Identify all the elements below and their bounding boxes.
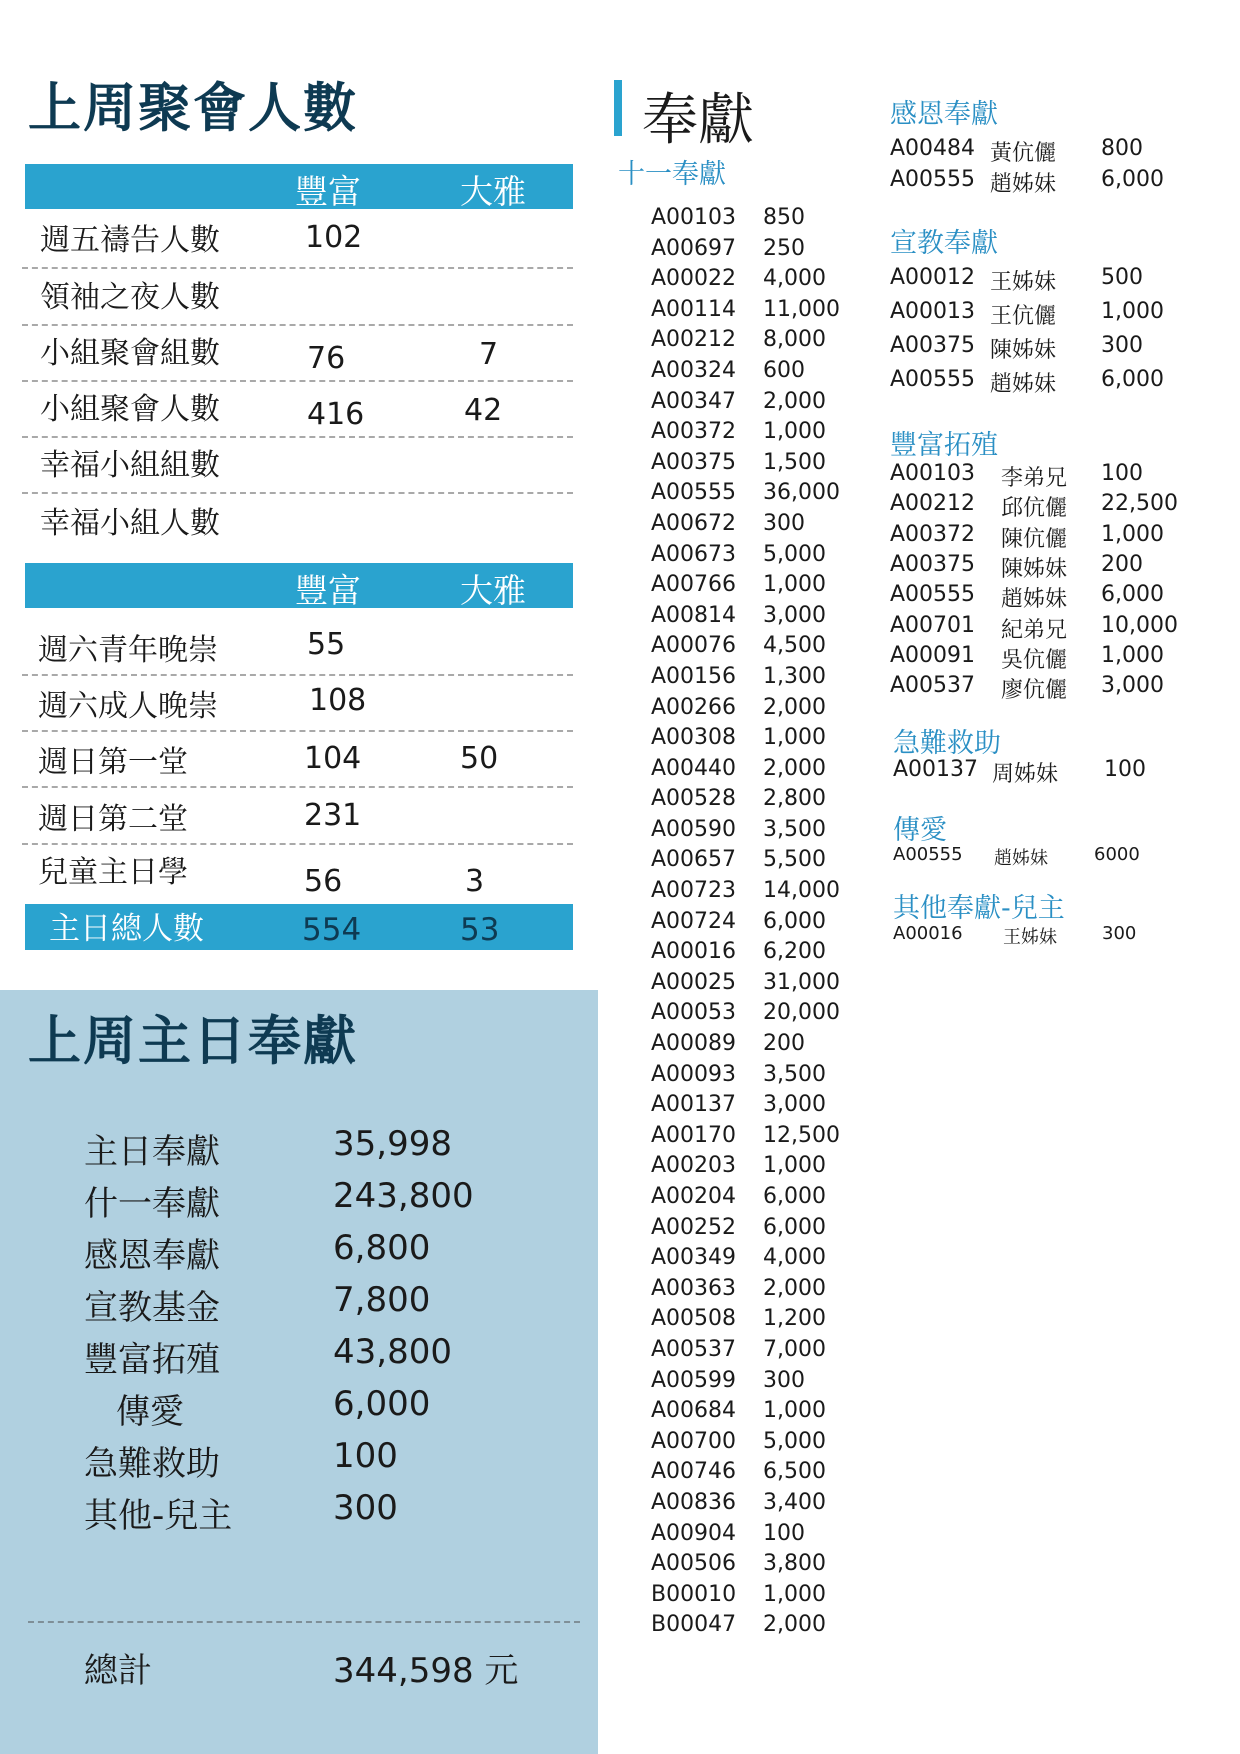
mission-section-title: 宣教奉獻 bbox=[890, 228, 998, 259]
donor-name: 王姊妹 bbox=[1003, 927, 1057, 948]
amount: 1,000 bbox=[763, 1581, 826, 1607]
amount: 3,800 bbox=[763, 1551, 826, 1577]
donor-name: 黃伉儷 bbox=[990, 141, 1057, 166]
amount: 31,000 bbox=[763, 969, 840, 995]
tithe-row bbox=[651, 878, 881, 909]
donor-id: A00012 bbox=[890, 265, 976, 290]
amount: 36,000 bbox=[763, 480, 840, 506]
donor-id: A00103 bbox=[651, 205, 737, 230]
summary-label: 其他-兒主 bbox=[84, 1496, 233, 1536]
row-value-fengfu: 231 bbox=[304, 798, 362, 833]
donor-name: 王伉儷 bbox=[990, 304, 1057, 329]
donor-id: A00156 bbox=[651, 663, 737, 689]
donor-id: A00904 bbox=[651, 1520, 737, 1546]
amount: 850 bbox=[763, 205, 805, 230]
donor-id: B00047 bbox=[651, 1612, 737, 1638]
donor-id: A00114 bbox=[651, 296, 737, 322]
donor-name: 紀弟兄 bbox=[1001, 617, 1068, 643]
amount: 2,000 bbox=[763, 755, 826, 781]
row-label: 領袖之夜人數 bbox=[40, 280, 220, 315]
amount: 4,000 bbox=[763, 1245, 826, 1271]
donor-name: 吳伉儷 bbox=[1001, 647, 1068, 673]
tithe-row bbox=[651, 1551, 881, 1582]
summary-value: 100 bbox=[333, 1436, 398, 1476]
amount: 1,000 bbox=[1101, 299, 1164, 324]
row-label: 週日第一堂 bbox=[38, 745, 188, 780]
amount: 6,000 bbox=[763, 908, 826, 934]
summary-label: 豐富拓殖 bbox=[84, 1340, 220, 1380]
summary-row bbox=[0, 1124, 598, 1176]
header-col-fengfu: 豐富 bbox=[295, 571, 361, 610]
amount: 1,500 bbox=[763, 449, 826, 475]
tithe-row bbox=[651, 1215, 881, 1246]
summary-row bbox=[0, 1332, 598, 1384]
summary-value: 43,800 bbox=[333, 1332, 452, 1372]
donor-name: 趙姊妹 bbox=[990, 372, 1057, 397]
amount: 14,000 bbox=[763, 878, 840, 904]
donor-id: A00375 bbox=[890, 333, 976, 358]
relief-row bbox=[0, 757, 1240, 787]
row-label: 週日第二堂 bbox=[38, 802, 188, 837]
donor-id: A00484 bbox=[890, 136, 976, 161]
thanks-row bbox=[0, 167, 1240, 197]
amount: 100 bbox=[1101, 461, 1143, 486]
thanks-row bbox=[0, 136, 1240, 166]
donor-id: A00308 bbox=[651, 725, 737, 751]
summary-total-value: 344,598 元 bbox=[333, 1651, 519, 1691]
expansion-row bbox=[0, 613, 1240, 643]
amount: 1,000 bbox=[763, 1398, 826, 1424]
donor-id: A00746 bbox=[651, 1459, 737, 1485]
tithe-row bbox=[651, 1276, 881, 1307]
children-section-title: 其他奉獻-兒主 bbox=[893, 893, 1065, 924]
donor-id: A00093 bbox=[651, 1061, 737, 1087]
donor-id: A00440 bbox=[651, 755, 737, 781]
donor-name: 邱伉儷 bbox=[1001, 496, 1068, 522]
expansion-row bbox=[0, 491, 1240, 521]
summary-label: 宣教基金 bbox=[84, 1288, 220, 1328]
amount: 1,000 bbox=[1101, 642, 1164, 668]
amount: 2,000 bbox=[763, 1275, 826, 1301]
amount: 12,500 bbox=[763, 1122, 840, 1148]
tithe-row bbox=[651, 1184, 881, 1215]
tithe-row bbox=[651, 1031, 881, 1062]
row-value-fengfu: 416 bbox=[307, 397, 365, 432]
donor-id: A00701 bbox=[890, 612, 976, 638]
donor-id: A00814 bbox=[651, 602, 737, 628]
tithe-row bbox=[651, 970, 881, 1001]
amount: 6,500 bbox=[763, 1459, 826, 1485]
donor-id: A00673 bbox=[651, 541, 737, 567]
row-label: 幸福小組組數 bbox=[40, 448, 220, 483]
amount: 6,200 bbox=[763, 939, 826, 965]
tithe-section-title: 十一奉獻 bbox=[618, 159, 726, 190]
donor-id: A00766 bbox=[651, 572, 737, 598]
tithe-row bbox=[651, 1459, 881, 1490]
summary-row bbox=[0, 1280, 598, 1332]
donor-id: A00537 bbox=[651, 1336, 737, 1362]
donor-id: A00204 bbox=[651, 1184, 737, 1209]
amount: 1,000 bbox=[763, 572, 826, 598]
relief-section-title: 急難救助 bbox=[893, 728, 1001, 759]
mission-row bbox=[0, 333, 1240, 363]
donor-id: A00212 bbox=[890, 491, 976, 517]
tithe-row bbox=[651, 817, 881, 848]
row-label: 幸福小組人數 bbox=[40, 506, 220, 541]
donor-id: A00089 bbox=[651, 1031, 737, 1057]
row-value-fengfu: 55 bbox=[307, 627, 346, 662]
total-value-daya: 53 bbox=[460, 912, 500, 948]
amount: 250 bbox=[763, 235, 805, 261]
mission-row bbox=[0, 265, 1240, 295]
donor-name: 陳姊妹 bbox=[1001, 556, 1068, 582]
tithe-row bbox=[651, 1092, 881, 1123]
summary-row bbox=[0, 1176, 598, 1228]
offering-summary-title: 上周主日奉獻 bbox=[28, 1011, 358, 1072]
amount: 6,000 bbox=[1101, 367, 1164, 392]
donor-id: B00010 bbox=[651, 1581, 737, 1607]
amount: 3,400 bbox=[763, 1489, 826, 1515]
row-label: 小組聚會人數 bbox=[40, 392, 220, 427]
mission-row bbox=[0, 367, 1240, 397]
amount: 7,000 bbox=[763, 1336, 826, 1362]
row-label: 週六成人晚崇 bbox=[38, 689, 218, 724]
donor-id: A00137 bbox=[651, 1092, 737, 1118]
amount: 1,000 bbox=[763, 419, 826, 445]
amount: 1,000 bbox=[1101, 521, 1164, 547]
summary-divider bbox=[28, 1621, 580, 1623]
donor-id: A00076 bbox=[651, 633, 737, 659]
expansion-row bbox=[0, 643, 1240, 673]
row-value-daya: 3 bbox=[465, 864, 485, 899]
donor-id: A00372 bbox=[890, 521, 976, 547]
expansion-row bbox=[0, 552, 1240, 582]
row-value-fengfu: 56 bbox=[304, 864, 343, 899]
attendance-title: 上周聚會人數 bbox=[28, 78, 358, 139]
amount: 3,000 bbox=[763, 602, 826, 628]
offering-title-accent-bar bbox=[614, 80, 622, 136]
summary-row bbox=[0, 1488, 598, 1540]
row-value-fengfu: 108 bbox=[309, 683, 367, 718]
donor-id: A00657 bbox=[651, 847, 737, 873]
donor-id: A00016 bbox=[893, 923, 963, 944]
donor-id: A00324 bbox=[651, 357, 737, 383]
tithe-row bbox=[651, 725, 881, 756]
donor-id: A00103 bbox=[890, 461, 976, 486]
tithe-row bbox=[651, 1153, 881, 1184]
summary-total-label: 總計 bbox=[84, 1651, 152, 1691]
amount: 600 bbox=[763, 357, 805, 383]
header-col-fengfu: 豐富 bbox=[295, 172, 361, 211]
donor-id: A00013 bbox=[890, 299, 976, 324]
row-value-fengfu: 102 bbox=[305, 220, 363, 255]
summary-label: 急難救助 bbox=[84, 1444, 220, 1484]
row-value-fengfu: 104 bbox=[304, 741, 362, 776]
donor-id: A00375 bbox=[651, 449, 737, 475]
donor-id: A00203 bbox=[651, 1153, 737, 1179]
row-value-daya: 7 bbox=[479, 337, 499, 372]
amount: 300 bbox=[763, 1367, 805, 1393]
tithe-row bbox=[651, 1368, 881, 1399]
amount: 200 bbox=[1101, 551, 1143, 577]
donor-name: 趙姊妹 bbox=[990, 172, 1057, 197]
amount: 22,500 bbox=[1101, 491, 1178, 517]
header-col-daya: 大雅 bbox=[460, 571, 526, 610]
donor-id: A00555 bbox=[890, 167, 976, 192]
amount: 20,000 bbox=[763, 1000, 840, 1026]
donor-id: A00528 bbox=[651, 786, 737, 812]
amount: 5,500 bbox=[763, 847, 826, 873]
donor-id: A00836 bbox=[651, 1489, 737, 1515]
summary-label: 感恩奉獻 bbox=[84, 1236, 220, 1276]
amount: 8,000 bbox=[763, 327, 826, 353]
amount: 3,000 bbox=[1101, 673, 1164, 699]
summary-value: 6,000 bbox=[333, 1384, 431, 1424]
donor-id: A00091 bbox=[890, 642, 976, 668]
expansion-row bbox=[0, 522, 1240, 552]
amount: 100 bbox=[763, 1520, 805, 1546]
donor-name: 陳姊妹 bbox=[990, 338, 1057, 363]
amount: 1,200 bbox=[763, 1306, 826, 1332]
donor-id: A00025 bbox=[651, 969, 737, 995]
amount: 100 bbox=[1104, 757, 1146, 782]
donor-id: A00599 bbox=[651, 1367, 737, 1393]
summary-total-row bbox=[0, 1643, 598, 1695]
donor-id: A00170 bbox=[651, 1122, 737, 1148]
summary-value: 300 bbox=[333, 1488, 398, 1528]
tithe-row bbox=[651, 1612, 881, 1643]
amount: 6,000 bbox=[1101, 582, 1164, 608]
tithe-row bbox=[651, 1521, 881, 1552]
tithe-row bbox=[651, 1062, 881, 1093]
summary-label: 傳愛 bbox=[116, 1392, 184, 1432]
donor-id: A00137 bbox=[893, 757, 979, 782]
tithe-row bbox=[651, 1306, 881, 1337]
donor-id: A00375 bbox=[890, 551, 976, 577]
donor-name: 李弟兄 bbox=[1001, 466, 1068, 491]
donor-id: A00252 bbox=[651, 1214, 737, 1240]
donor-id: A00016 bbox=[651, 939, 737, 965]
donor-id: A00723 bbox=[651, 878, 737, 904]
amount: 300 bbox=[1101, 333, 1143, 358]
expansion-row bbox=[0, 461, 1240, 491]
summary-row bbox=[0, 1384, 598, 1436]
amount: 300 bbox=[763, 510, 805, 536]
row-label: 兒童主日學 bbox=[38, 855, 188, 890]
amount: 1,000 bbox=[763, 725, 826, 751]
donor-id: A00212 bbox=[651, 327, 737, 353]
tithe-row bbox=[651, 786, 881, 817]
donor-id: A00555 bbox=[890, 367, 976, 392]
tithe-row bbox=[651, 1245, 881, 1276]
row-label: 小組聚會組數 bbox=[40, 336, 220, 371]
row-value-fengfu: 76 bbox=[307, 341, 346, 376]
tithe-row bbox=[651, 205, 881, 236]
row-value-daya: 50 bbox=[460, 741, 499, 776]
summary-value: 243,800 bbox=[333, 1176, 474, 1216]
header-col-daya: 大雅 bbox=[460, 172, 526, 211]
summary-value: 6,800 bbox=[333, 1228, 431, 1268]
donor-id: A00700 bbox=[651, 1428, 737, 1454]
expansion-row bbox=[0, 582, 1240, 612]
amount: 2,000 bbox=[763, 694, 826, 720]
donor-id: A00372 bbox=[651, 419, 737, 445]
amount: 2,000 bbox=[763, 1612, 826, 1638]
donor-name: 趙姊妹 bbox=[994, 848, 1048, 869]
amount: 3,000 bbox=[763, 1092, 826, 1118]
amount: 3,500 bbox=[763, 816, 826, 842]
amount: 11,000 bbox=[763, 296, 840, 322]
tithe-row bbox=[651, 1490, 881, 1521]
donor-id: A00349 bbox=[651, 1245, 737, 1271]
tithe-row bbox=[651, 1429, 881, 1460]
total-value-fengfu: 554 bbox=[302, 912, 362, 948]
summary-row bbox=[0, 1228, 598, 1280]
donor-id: A00724 bbox=[651, 908, 737, 934]
tithe-row bbox=[651, 1000, 881, 1031]
donor-name: 廖伉儷 bbox=[1001, 678, 1068, 704]
donor-name: 周姊妹 bbox=[992, 762, 1059, 787]
donor-id: A00555 bbox=[890, 582, 976, 608]
donor-name: 王姊妹 bbox=[990, 270, 1057, 295]
love-section-title: 傳愛 bbox=[893, 815, 947, 846]
tithe-row bbox=[651, 419, 881, 450]
donor-id: A00266 bbox=[651, 694, 737, 720]
donor-id: A00697 bbox=[651, 235, 737, 261]
donor-name: 趙姊妹 bbox=[1001, 587, 1068, 613]
amount: 1,000 bbox=[763, 1153, 826, 1179]
amount: 3,500 bbox=[763, 1061, 826, 1087]
donor-id: A00672 bbox=[651, 510, 737, 536]
amount: 5,000 bbox=[763, 1428, 826, 1454]
amount: 200 bbox=[763, 1031, 805, 1057]
attendance-row bbox=[22, 213, 573, 269]
donor-id: A00347 bbox=[651, 388, 737, 414]
amount: 2,800 bbox=[763, 786, 826, 812]
donor-id: A00053 bbox=[651, 1000, 737, 1026]
love-row bbox=[0, 844, 1240, 874]
amount: 1,300 bbox=[763, 663, 826, 689]
summary-label: 什一奉獻 bbox=[84, 1184, 220, 1224]
donor-id: A00022 bbox=[651, 266, 737, 292]
total-label: 主日總人數 bbox=[49, 911, 204, 947]
amount: 6,000 bbox=[763, 1184, 826, 1209]
amount: 6,000 bbox=[763, 1214, 826, 1240]
amount: 2,000 bbox=[763, 388, 826, 414]
tithe-row bbox=[651, 1582, 881, 1613]
donor-id: A00684 bbox=[651, 1398, 737, 1424]
summary-row bbox=[0, 1436, 598, 1488]
donor-id: A00508 bbox=[651, 1306, 737, 1332]
tithe-row bbox=[651, 236, 881, 267]
donor-name: 陳伉儷 bbox=[1001, 526, 1068, 552]
donor-id: A00506 bbox=[651, 1551, 737, 1577]
amount: 10,000 bbox=[1101, 612, 1178, 638]
expansion-row bbox=[0, 673, 1240, 703]
donor-id: A00363 bbox=[651, 1275, 737, 1301]
donor-id: A00590 bbox=[651, 816, 737, 842]
offering-title: 奉獻 bbox=[642, 88, 754, 153]
amount: 500 bbox=[1101, 265, 1143, 290]
summary-value: 35,998 bbox=[333, 1124, 452, 1164]
row-label: 週六青年晚崇 bbox=[38, 633, 218, 668]
amount: 300 bbox=[1102, 923, 1137, 944]
donor-id: A00555 bbox=[651, 480, 737, 506]
summary-value: 7,800 bbox=[333, 1280, 431, 1320]
expansion-section-title: 豐富拓殖 bbox=[890, 430, 998, 461]
tithe-row bbox=[651, 1337, 881, 1368]
attendance-row bbox=[22, 789, 573, 845]
donor-id: A00537 bbox=[890, 673, 976, 699]
row-label: 週五禱告人數 bbox=[40, 223, 220, 258]
amount: 5,000 bbox=[763, 541, 826, 567]
tithe-row bbox=[651, 1123, 881, 1154]
donor-id: A00555 bbox=[893, 844, 963, 865]
summary-label: 主日奉獻 bbox=[84, 1132, 220, 1172]
amount: 4,000 bbox=[763, 266, 826, 292]
amount: 4,500 bbox=[763, 633, 826, 659]
thanks-section-title: 感恩奉獻 bbox=[890, 99, 998, 130]
tithe-row bbox=[651, 1398, 881, 1429]
amount: 6,000 bbox=[1101, 167, 1164, 192]
amount: 800 bbox=[1101, 136, 1143, 161]
row-value-daya: 42 bbox=[464, 393, 503, 428]
children-row bbox=[0, 923, 1240, 953]
amount: 6000 bbox=[1094, 844, 1140, 865]
